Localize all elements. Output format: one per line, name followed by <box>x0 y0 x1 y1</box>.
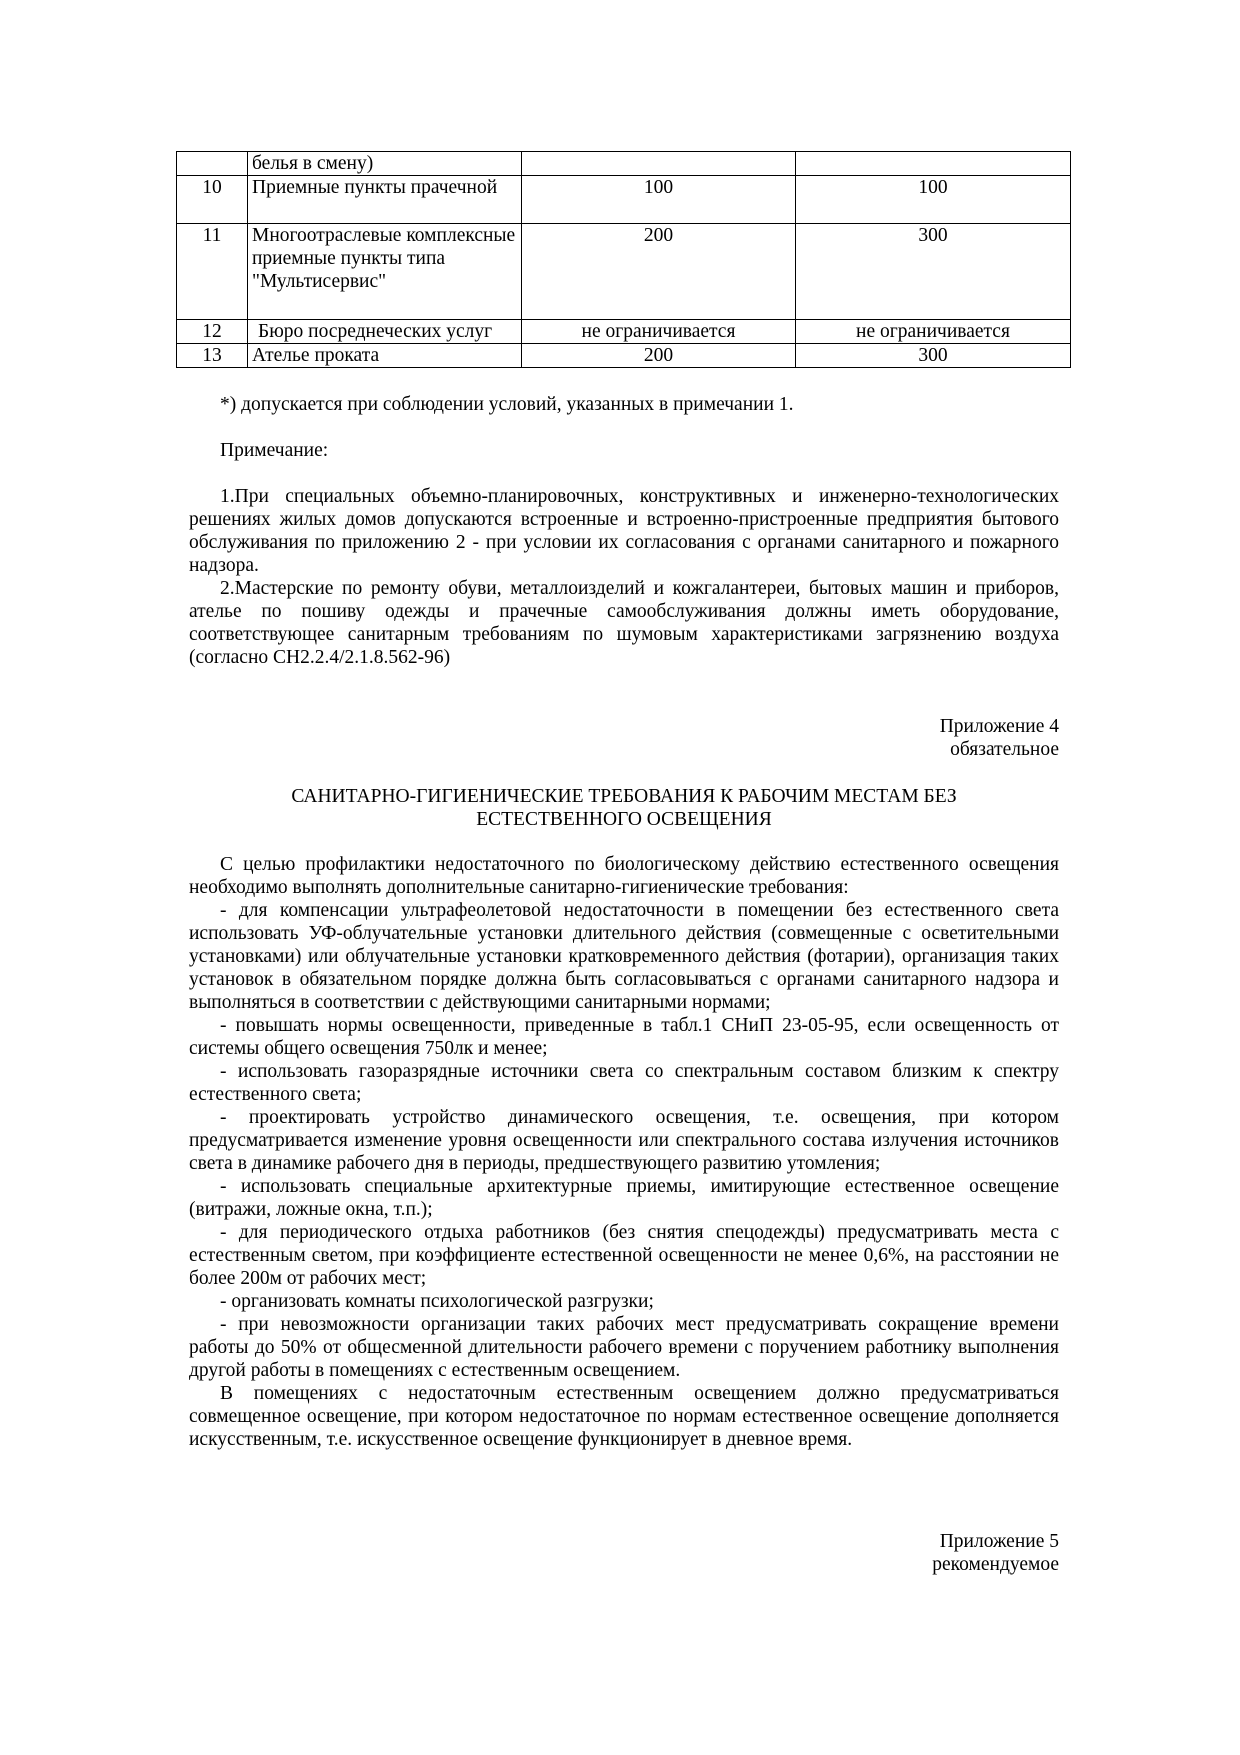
note-item: 2.Мастерские по ремонту обуви, металлоизделий и кожгалантереи, бытовых машин и приборов, ателье по пошиву одежды и прачечные самообслуживания должны иметь оборудование, соответствующее санитарным требованиям по шумовым характеристиками загрязнению воздуха (согласно СН2.2.4/2.1.8.562-96) <box>189 578 1059 668</box>
body-paragraph: С целью профилактики недостаточного по биологическому действию естественного освещения необходимо выполнять дополнительные санитарно-гигиенические требования: <box>189 854 1059 898</box>
notes-heading: Примечание: <box>220 440 329 461</box>
row-value-1: 200 <box>522 344 796 368</box>
row-number <box>177 152 248 176</box>
appendix4-title-line1: САНИТАРНО-ГИГИЕНИЧЕСКИЕ ТРЕБОВАНИЯ К РАБОЧИМ МЕСТАМ БЕЗ <box>291 786 957 807</box>
body-paragraph: - при невозможности организации таких рабочих мест предусматривать сокращение времени работы до 50% от общесменной длительности рабочего времени с поручением работнику выполнения другой работы в помещениях с естественным освещением. <box>189 1314 1059 1381</box>
row-value-2: 100 <box>796 176 1071 224</box>
row-value-2 <box>796 152 1071 176</box>
body-paragraph: - использовать газоразрядные источники света со спектральным составом близким к спектру естественного света; <box>189 1061 1059 1105</box>
notes-list <box>189 485 1059 669</box>
body-paragraph: - организовать комнаты психологической разгрузки; <box>220 1291 654 1312</box>
appendix4-status: обязательное <box>950 739 1059 760</box>
row-value-1 <box>522 152 796 176</box>
body-paragraph: В помещениях с недостаточным естественным освещением должно предусматриваться совмещенное освещение, при котором недостаточное по нормам естественное освещение дополняется искусственным, т.е. искусственное освещение функционирует в дневное время. <box>189 1383 1059 1450</box>
appendix4-label: Приложение 4 <box>939 716 1059 737</box>
table-row <box>177 224 1071 320</box>
note-item: 1.При специальных объемно-планировочных, конструктивных и инженерно-технологических решениях жилых домов допускаются встроенные и встроенно-пристроенные предприятия бытового обслуживания по приложению 2 - при условии их согласования с органами санитарного и пожарного надзора. <box>189 486 1059 576</box>
appendix5-status: рекомендуемое <box>932 1554 1059 1575</box>
table-row <box>177 344 1071 368</box>
appendix4-title-line2: ЕСТЕСТВЕННОГО ОСВЕЩЕНИЯ <box>476 809 772 830</box>
row-name: Бюро посреднеческих услуг <box>248 320 522 344</box>
row-name: белья в смену) <box>248 152 522 176</box>
footnote: *) допускается при соблюдении условий, указанных в примечании 1. <box>220 394 794 415</box>
row-value-2: 300 <box>796 344 1071 368</box>
row-number: 13 <box>177 344 248 368</box>
row-number: 12 <box>177 320 248 344</box>
row-name: Многоотраслевые комплексные приемные пункты типа "Мультисервис" <box>248 224 522 320</box>
table-row <box>177 152 1071 176</box>
row-number: 10 <box>177 176 248 224</box>
row-value-2: 300 <box>796 224 1071 320</box>
body-paragraph: - использовать специальные архитектурные приемы, имитирующие естественное освещение (витражи, ложные окна, т.п.); <box>189 1176 1059 1220</box>
table-row <box>177 320 1071 344</box>
row-value-2: не ограничивается <box>796 320 1071 344</box>
row-value-1: 200 <box>522 224 796 320</box>
body-paragraph: - для компенсации ультрафеолетовой недостаточности в помещении без естественного света использовать УФ-облучательные установки длительного действия (совмещенные с осветительными установками) или облучательные установки кратковременного действия (фотарии), организация таких установок в обязательном порядке должна быть согласовываться с органами санитарного надзора и выполняться в соответствии с действующими санитарными нормами; <box>189 900 1059 1013</box>
table-row <box>177 176 1071 224</box>
body-paragraph: - для периодического отдыха работников (без снятия спецодежды) предусматривать места с естественным светом, при коэффициенте естественной освещенности не менее 0,6%, на расстоянии не более 200м от рабочих мест; <box>189 1222 1059 1289</box>
row-number: 11 <box>177 224 248 320</box>
body-paragraph: - повышать нормы освещенности, приведенные в табл.1 СНиП 23-05-95, если освещенность от системы общего освещения 750лк и менее; <box>189 1015 1059 1059</box>
appendix4-body <box>189 853 1059 1451</box>
row-name: Ателье проката <box>248 344 522 368</box>
body-paragraph: - проектировать устройство динамического освещения, т.е. освещения, при котором предусматривается изменение уровня освещенности или спектрального состава излучения источников света в динамике рабочего дня в периоды, предшествующего развитию утомления; <box>189 1107 1059 1174</box>
appendix5-label: Приложение 5 <box>939 1531 1059 1552</box>
services-table <box>176 151 1071 368</box>
row-value-1: 100 <box>522 176 796 224</box>
row-value-1: не ограничивается <box>522 320 796 344</box>
row-name: Приемные пункты прачечной <box>248 176 522 224</box>
